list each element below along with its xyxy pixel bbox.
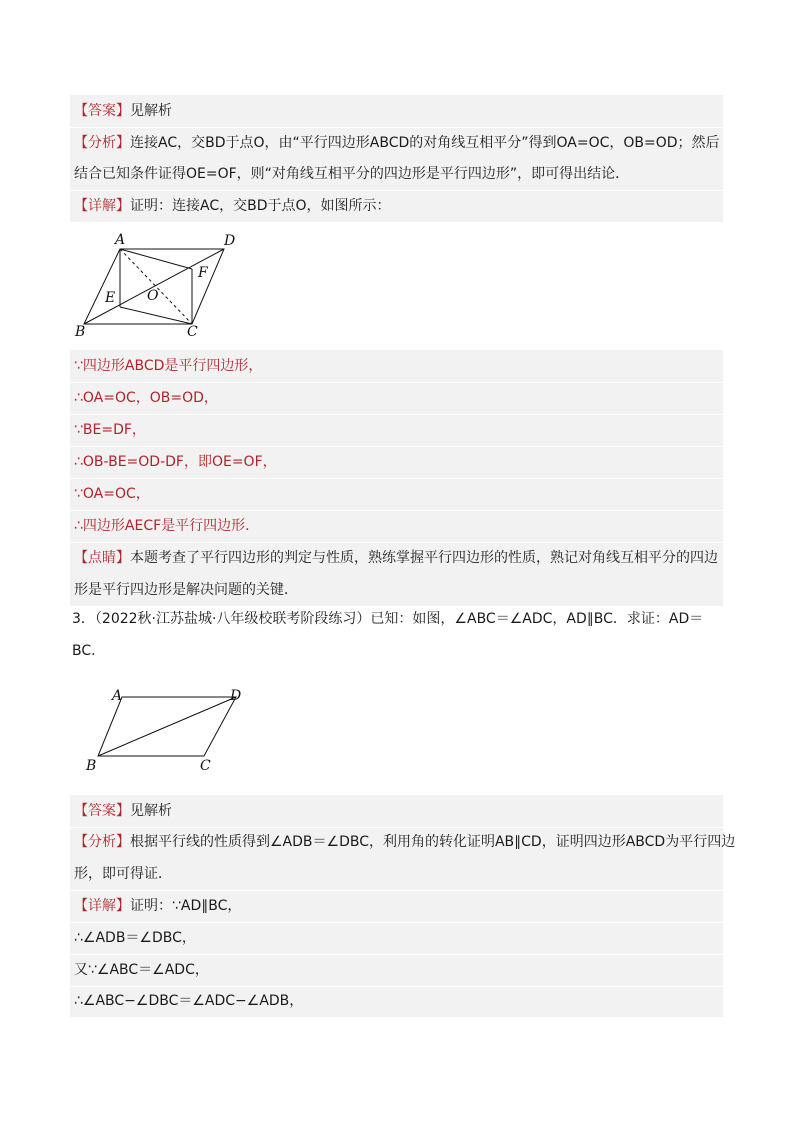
analysis-tag: 【分析】 xyxy=(74,135,130,151)
label-C: C xyxy=(187,324,198,340)
comment-line-1 xyxy=(70,542,723,574)
detail-tag: 【详解】 xyxy=(74,198,130,214)
proof-step xyxy=(70,478,723,511)
comment-line-2 xyxy=(70,574,723,606)
detail-text: 证明：∵AD∥BC， xyxy=(130,898,242,914)
detail-line xyxy=(70,190,723,222)
proof-step-text: ∵四边形ABCD是平行四边形， xyxy=(74,358,263,374)
label-E: E xyxy=(105,290,116,306)
detail-tag: 【详解】 xyxy=(74,898,130,914)
detail-text: 证明：连接AC，交BD于点O，如图所示： xyxy=(130,198,391,214)
label-A: A xyxy=(112,688,123,704)
answer-line xyxy=(70,795,723,828)
analysis-text-2: 形，即可得证． xyxy=(74,866,172,882)
answer-text: 见解析 xyxy=(130,803,172,819)
proof-step xyxy=(70,954,723,987)
proof-step xyxy=(70,414,723,447)
problem2-proof-steps xyxy=(70,350,723,606)
answer-tag: 【答案】 xyxy=(74,103,130,119)
analysis-line-1 xyxy=(70,826,736,858)
proof-step-text: ∴四边形AECF是平行四边形． xyxy=(74,518,260,534)
analysis-text-1: 根据平行线的性质得到∠ADB＝∠DBC，利用角的转化证明AB∥CD，证明四边形ABCD为平行四边 xyxy=(130,834,736,850)
label-F: F xyxy=(198,265,208,281)
comment-tag: 【点睛】 xyxy=(74,550,130,566)
analysis-text-2: 结合已知条件证得OE=OF，则“对角线互相平分的四边形是平行四边形”，即可得出结论． xyxy=(74,166,630,182)
problem3-stem-line-1: 3．（2022秋·江苏盐城·八年级校联考阶段练习）已知：如图，∠ABC＝∠ADC，AD∥BC．求证：AD＝ xyxy=(72,611,704,627)
proof-step-text: ∴OA=OC，OB=OD， xyxy=(74,390,218,406)
analysis-text-1: 连接AC，交BD于点O，由“平行四边形ABCD的对角线互相平分”得到OA=OC，OB=OD；然后 xyxy=(130,135,720,151)
proof-step-text: ∵OA=OC， xyxy=(74,486,150,502)
label-C: C xyxy=(200,758,211,774)
proof-step xyxy=(70,350,723,383)
answer-line xyxy=(70,95,723,128)
label-D: D xyxy=(230,688,242,704)
answer-text: 见解析 xyxy=(130,103,172,119)
proof-step-text: 又∵∠ABC＝∠ADC， xyxy=(74,962,209,978)
proof-step xyxy=(70,382,723,415)
analysis-line-2 xyxy=(70,158,723,191)
label-O: O xyxy=(147,288,159,304)
proof-step xyxy=(70,446,723,479)
proof-step xyxy=(70,922,723,955)
problem2-solution-top xyxy=(70,95,723,222)
label-B: B xyxy=(86,758,97,774)
parallelogram-figure-2 xyxy=(78,680,258,780)
proof-step-text: ∴OB-BE=OD-DF，即OE=OF， xyxy=(74,454,277,470)
proof-step-text: ∴∠ABC−∠DBC＝∠ADC−∠ADB， xyxy=(74,993,304,1009)
proof-step xyxy=(70,985,723,1017)
problem3-stem-line-2: BC． xyxy=(72,643,106,659)
label-B: B xyxy=(75,324,86,340)
problem3-solution xyxy=(70,795,736,1017)
proof-step xyxy=(70,510,723,543)
comment-text-1: 本题考查了平行四边形的判定与性质，熟练掌握平行四边形的性质，熟记对角线互相平分的四边 xyxy=(130,550,718,566)
answer-tag: 【答案】 xyxy=(74,803,130,819)
analysis-line-1 xyxy=(70,127,723,159)
analysis-line-2 xyxy=(70,858,723,891)
comment-text-2: 形是平行四边形是解决问题的关键． xyxy=(74,582,298,598)
label-A: A xyxy=(115,232,126,248)
detail-line xyxy=(70,890,723,923)
analysis-tag: 【分析】 xyxy=(74,834,130,850)
label-D: D xyxy=(224,233,236,249)
proof-step-text: ∵BE=DF， xyxy=(74,422,146,438)
parallelogram-figure-1 xyxy=(72,227,242,343)
proof-step-text: ∴∠ADB＝∠DBC， xyxy=(74,930,196,946)
